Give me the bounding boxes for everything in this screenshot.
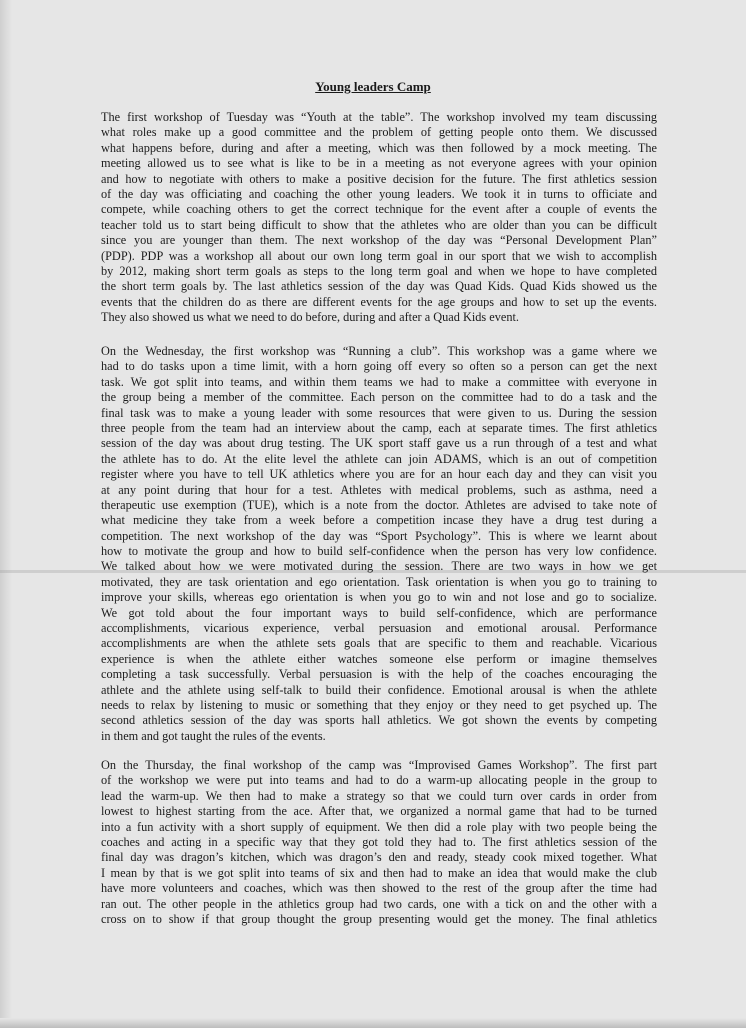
text-line: therapeutic use exemption (TUE), which is a note from the doctor. Athletes are advised to take note of	[101, 497, 657, 512]
text-line: cross on to show if that group thought the group presenting would get the money. The final athletics	[101, 911, 657, 926]
text-line: how to motivate the group and how to build self-confidence when the person has very low confidence.	[101, 544, 657, 559]
text-line: what roles make up a good committee and the problem of getting people onto them. We discussed	[101, 125, 657, 140]
text-line: events that the children do as there are different events for the age groups and how to set up the events.	[101, 294, 657, 309]
paragraph-wednesday	[101, 344, 657, 744]
text-line: final day was dragon’s kitchen, which was dragon’s den and ready, steady cook mixed together. What	[101, 850, 657, 865]
text-line: three people from the team had an interview about the camp, each at separate times. The first athletics	[101, 420, 657, 435]
text-line: at any point during that hour for a test. Athletes with medical problems, such as asthma, need a	[101, 482, 657, 497]
text-line: accomplishments, vicarious experience, verbal persuasion and emotional arousal. Performance	[101, 621, 657, 636]
text-line: and how to negotiate with others to make a positive decision for the future. The first athletics session	[101, 171, 657, 186]
paragraph-tuesday	[101, 110, 657, 325]
text-line: task. We got split into teams, and within them teams we had to make a committee with everyone in	[101, 374, 657, 389]
text-line: We talked about how we were motivated during the session. There are two ways in how we get	[101, 559, 657, 574]
text-line: of the workshop we were put into teams and had to do a warm-up allocating people in the group to	[101, 773, 657, 788]
text-line: improve your skills, whereas ego orientation is when you go to win and not lose and go to socialize.	[101, 590, 657, 605]
text-line: coaches and acting in a specific way that they got told they had to. The first athletics session of the	[101, 834, 657, 849]
text-line: meeting allowed us to see what is like to be in a meeting as not everyone agrees with your opinion	[101, 156, 657, 171]
paragraph-thursday	[101, 758, 657, 927]
paper-bottom-edge	[0, 1018, 746, 1028]
text-line: On the Thursday, the final workshop of the camp was “Improvised Games Workshop”. The first part	[101, 758, 657, 772]
text-line: of the day was officiating and coaching the other young leaders. We took it in turns to officiate and	[101, 186, 657, 201]
text-line: register where you have to tell UK athletics where you are for an hour each day and they can visit you	[101, 467, 657, 482]
text-line: second athletics session of the day was sports hall athletics. We got shown the events by competing	[101, 713, 657, 728]
text-line: what medicine they take from a week before a competition incase they have a drug test during a	[101, 513, 657, 528]
text-line: (PDP). PDP was a workshop all about our own long term goal in our sport that we wish to accomplish	[101, 248, 657, 263]
text-line: since you are younger than them. The next workshop of the day was “Personal Development Plan”	[101, 233, 657, 248]
text-line: ran out. The other people in the athletics group had two cards, one with a tick on and the other with a	[101, 896, 657, 911]
text-line: completing a task successfully. Verbal persuasion is with the help of the coaches encouraging the	[101, 667, 657, 682]
text-line: accomplishments are when the athlete sets goals that are specific to them and reachable. Vicarious	[101, 636, 657, 651]
text-line: motivated, they are task orientation and ego orientation. Task orientation is when you go to training to	[101, 574, 657, 589]
text-line: teacher told us to start being difficult to show that the athletes who are older than you can be difficult	[101, 217, 657, 232]
text-line: They also showed us what we need to do before, during and after a Quad Kids event.	[101, 310, 519, 325]
text-line: experience is when the athlete either watches someone else perform or imagine themselves	[101, 651, 657, 666]
text-line: athlete and the athlete using self-talk to build their confidence. Emotional arousal is when the athlete	[101, 682, 657, 697]
text-line: the athlete has to do. At the elite level the athlete can join ADAMS, which is an out of competition	[101, 451, 657, 466]
text-line: The first workshop of Tuesday was “Youth at the table”. The workshop involved my team discussing	[101, 110, 657, 124]
text-line: had to do tasks upon a time limit, with a horn going off every so often so a person can get the next	[101, 359, 657, 374]
document-title: Young leaders Camp	[315, 79, 431, 94]
text-line: final task was to make a young leader with some resources that were given to us. During the session	[101, 405, 657, 420]
text-line: We got told about the four important ways to build self-confidence, which are performance	[101, 605, 657, 620]
text-line: competition. The next workshop of the day was “Sport Psychology”. This is where we learnt about	[101, 528, 657, 543]
text-line: by 2012, making short term goals as steps to the long term goal and when we hope to have completed	[101, 263, 657, 278]
text-line: On the Wednesday, the first workshop was “Running a club”. This workshop was a game where we	[101, 344, 657, 358]
text-line: lowest to highest starting from the ace. After that, we organized a normal game that had to be turned	[101, 804, 657, 819]
text-line: what happens before, during and after a meeting, which was then followed by a mock meeting. The	[101, 140, 657, 155]
text-line: needs to relax by listening to music or something that they enjoy or they need to get psyched up. The	[101, 697, 657, 712]
text-line: into a fun activity with a short supply of equipment. We then did a role play with two people being the	[101, 819, 657, 834]
text-line: I mean by that is we got split into teams of six and then had to make an idea that would make the club	[101, 865, 657, 880]
text-line: session of the day was about drug testing. The UK sport staff gave us a run through of a test and what	[101, 436, 657, 451]
text-line: the short term goals by. The last athletics session of the day was Quad Kids. Quad Kids showed us the	[101, 279, 657, 294]
text-line: in them and got taught the rules of the events.	[101, 728, 326, 743]
text-line: the group being a member of the committee. Each person on the committee had to do a task and the	[101, 390, 657, 405]
text-line: lead the warm-up. We then had to make a strategy so that we could turn over cards in order from	[101, 788, 657, 803]
text-line: compete, while coaching others to get the correct technique for the event after a couple of events the	[101, 202, 657, 217]
text-line: have more volunteers and coaches, which was then showed to the rest of the group after the time had	[101, 881, 657, 896]
paper-left-edge	[0, 0, 12, 1028]
